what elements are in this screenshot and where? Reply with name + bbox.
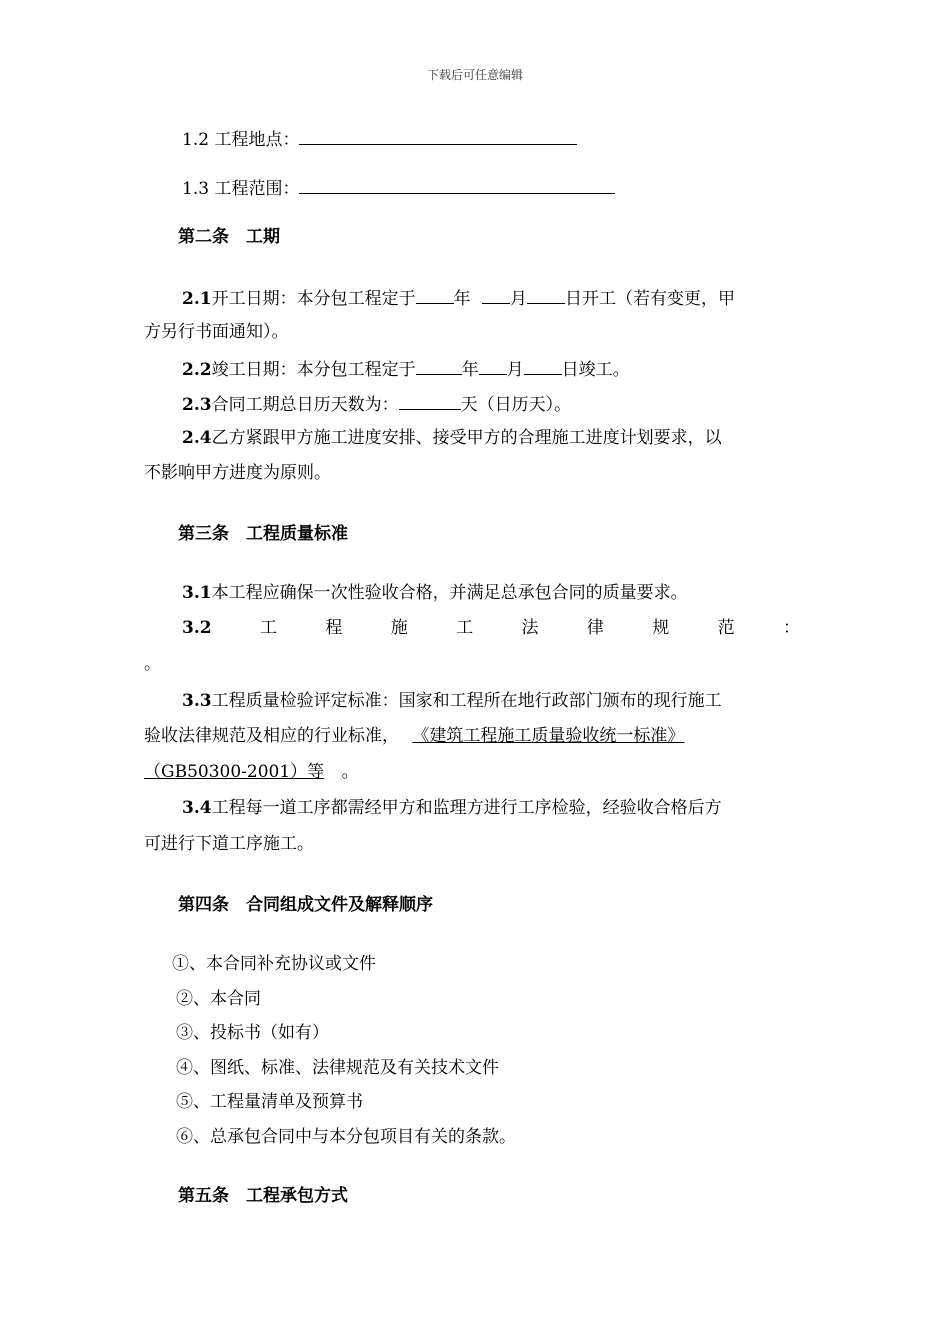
clause-number: 3.3 — [182, 691, 212, 711]
clause-label: 工程地点： — [214, 130, 300, 150]
clause-text: 合同工期总日历天数为： — [211, 395, 399, 415]
blank-field — [527, 286, 565, 304]
list-item: ①、本合同补充协议或文件 — [172, 954, 376, 974]
list-item: ⑤、工程量清单及预算书 — [176, 1092, 363, 1112]
clause-text: 月 — [506, 360, 524, 380]
clause-3-2-cont: 。 — [144, 654, 161, 674]
clause-char: ： — [782, 618, 800, 638]
clause-char: 律 — [586, 618, 604, 638]
clause-text: 工程质量检验评定标准：国家和工程所在地行政部门颁布的现行施工 — [211, 691, 722, 711]
clause-text: 竣工日期：本分包工程定于 — [211, 360, 416, 380]
blank-field — [299, 127, 577, 145]
section-title: 第二条 工期 — [178, 227, 280, 247]
clause-3-1 — [182, 582, 688, 604]
clause-label: 工程范围： — [214, 179, 300, 199]
clause-2-4 — [182, 427, 722, 449]
clause-3-4 — [182, 797, 722, 819]
clause-text: 开工日期：本分包工程定于 — [211, 289, 416, 309]
clause-3-3-cont2 — [144, 761, 359, 783]
clause-2-3 — [182, 392, 571, 416]
clause-number: 1.3 — [182, 179, 210, 199]
section-title: 第五条 工程承包方式 — [178, 1186, 348, 1206]
list-item: ⑥、总承包合同中与本分包项目有关的条款。 — [176, 1127, 516, 1147]
clause-3-2 — [182, 617, 800, 639]
blank-field — [399, 392, 461, 410]
clause-number: 3.1 — [182, 583, 212, 603]
clause-number: 2.1 — [182, 289, 212, 309]
clause-1-3 — [182, 176, 615, 200]
clause-number: 3.4 — [182, 798, 212, 818]
clause-2-2 — [182, 357, 630, 381]
clause-char: 程 — [325, 618, 343, 638]
clause-3-4-cont: 可进行下道工序施工。 — [144, 834, 314, 854]
clause-1-2 — [182, 127, 577, 151]
clause-char: 规 — [652, 618, 670, 638]
clause-char: 施 — [390, 618, 408, 638]
standard-code: （GB50300-2001）等 — [144, 762, 325, 782]
blank-field — [479, 357, 507, 375]
list-item: ②、本合同 — [176, 989, 261, 1009]
clause-text: 年 — [461, 360, 479, 380]
clause-3-3 — [182, 690, 722, 712]
blank-field — [482, 286, 510, 304]
clause-2-4-cont: 不影响甲方进度为原则。 — [144, 463, 331, 483]
clause-2-1 — [182, 286, 735, 310]
blank-field — [416, 357, 462, 375]
clause-text: 乙方紧跟甲方施工进度安排、接受甲方的合理施工进度计划要求，以 — [211, 428, 722, 448]
clause-2-1-cont: 方另行书面通知）。 — [144, 322, 289, 342]
standard-name: 《建筑工程施工质量验收统一标准》 — [412, 726, 685, 746]
clause-text: 工程每一道工序都需经甲方和监理方进行工序检验，经验收合格后方 — [211, 798, 722, 818]
section-title: 第四条 合同组成文件及解释顺序 — [178, 895, 433, 915]
clause-char: 工 — [456, 618, 474, 638]
clause-number: 2.2 — [182, 360, 212, 380]
clause-text: 验收法律规范及相应的行业标准， — [144, 726, 399, 746]
clause-number: 2.3 — [182, 395, 212, 415]
clause-text: 天（日历天）。 — [460, 395, 572, 415]
blank-field — [299, 176, 615, 194]
clause-char: 范 — [717, 618, 735, 638]
list-item: ③、投标书（如有） — [176, 1023, 329, 1043]
clause-char: 工 — [259, 618, 277, 638]
blank-field — [416, 286, 454, 304]
clause-text: 月 — [509, 289, 527, 309]
clause-number: 1.2 — [182, 130, 210, 150]
clause-text: 本工程应确保一次性验收合格，并满足总承包合同的质量要求。 — [211, 583, 688, 603]
blank-field — [524, 357, 562, 375]
clause-text: 日开工（若有变更，甲 — [564, 289, 735, 309]
clause-text: 。 — [341, 762, 359, 782]
clause-text: 年 — [453, 289, 471, 309]
clause-3-3-cont — [144, 725, 684, 747]
header-watermark: 下载后可任意编辑 — [426, 68, 523, 82]
clause-number: 2.4 — [182, 428, 212, 448]
clause-text: 日竣工。 — [561, 360, 630, 380]
clause-number: 3.2 — [182, 618, 212, 638]
clause-char: 法 — [521, 618, 539, 638]
list-item: ④、图纸、标准、法律规范及有关技术文件 — [176, 1058, 499, 1078]
section-title: 第三条 工程质量标准 — [178, 524, 348, 544]
